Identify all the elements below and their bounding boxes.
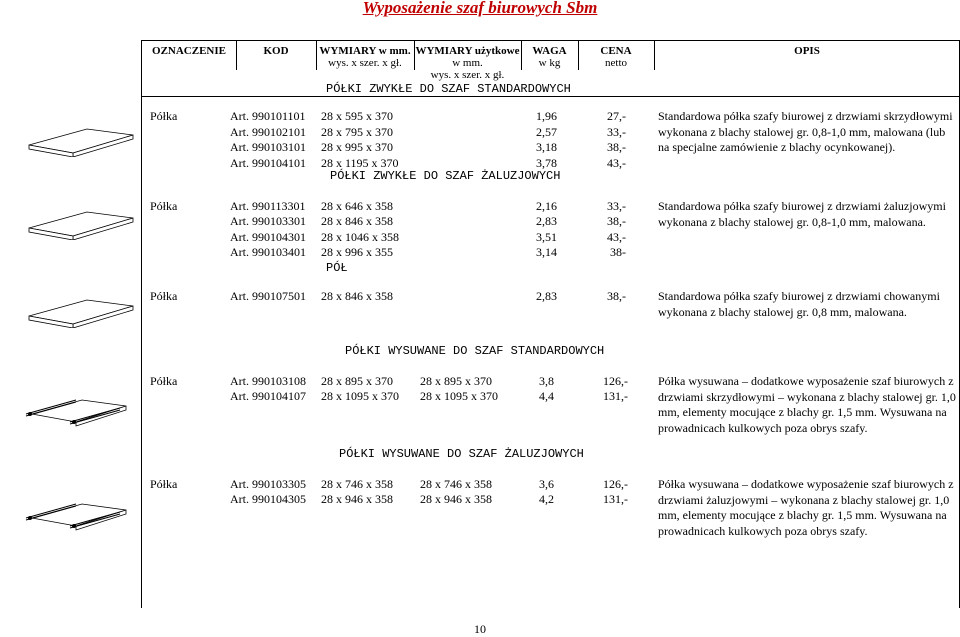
- pull-out-shelf-image: [22, 392, 134, 432]
- product-code: Art. 990103101: [230, 140, 306, 154]
- header-opis: OPIS: [794, 45, 820, 57]
- section-title: PÓŁKI ZWYKŁE DO SZAF ŻALUZJOWYCH: [330, 169, 561, 183]
- product-code: Art. 990104301: [230, 230, 306, 244]
- product-name: Półka: [150, 199, 178, 213]
- weight: 4,2: [539, 492, 554, 506]
- product-code: Art. 990103301: [230, 214, 306, 228]
- section-title: PÓŁKI WYSUWANE DO SZAF STANDARDOWYCH: [345, 344, 605, 358]
- dimensions: 28 x 895 x 370: [321, 374, 393, 388]
- flat-shelf-image: [27, 298, 137, 328]
- description: Półka wysuwana – dodatkowe wyposażenie szaf biurowych z drzwiami skrzydłowymi – wykonana z blachy stalowej gr. 1,0 mm, elementy mocujące z blachy gr. 1,5 mm. Wysuwana na prowadnicach kulkowych poza obrys szafy.: [658, 374, 956, 435]
- weight: 2,16: [536, 199, 557, 213]
- description: Standardowa półka szafy biurowej z drzwiami chowanymi wykonana z blachy stalowej gr. 0,8 mm, malowana.: [658, 289, 940, 319]
- dimensions: 28 x 595 x 370: [321, 109, 393, 123]
- header-wymiary-uzytkowe: WYMIARY użytkowe w mm. wys. x szer. x gł.: [415, 45, 520, 81]
- description: Półka wysuwana – dodatkowe wyposażenie szaf biurowych z drzwiami żaluzjowymi – wykonana z blachy stalowej gr. 1,0 mm, elementy mocujące z blachy gr. 1,5 mm. Wysuwana na prowadnicach kulkowych poza obrys szafy.: [658, 477, 954, 538]
- dimensions: 28 x 846 x 358: [321, 289, 393, 303]
- dimensions: 28 x 846 x 358: [321, 214, 393, 228]
- product-code: Art. 990101101: [230, 109, 306, 123]
- price: 126,-: [603, 374, 628, 388]
- weight: 2,83: [536, 289, 557, 303]
- product-code: Art. 990113301: [230, 199, 306, 213]
- price: 43,-: [607, 156, 626, 170]
- usable-dimensions: 28 x 746 x 358: [420, 477, 492, 491]
- product-name: Półka: [150, 109, 178, 123]
- usable-dimensions: 28 x 946 x 358: [420, 492, 492, 506]
- product-name: Półka: [150, 477, 178, 491]
- weight: 2,57: [536, 125, 557, 139]
- flat-shelf-image: [27, 127, 137, 157]
- price: 33,-: [607, 125, 626, 139]
- pull-out-shelf-image: [22, 496, 134, 536]
- usable-dimensions: 28 x 1095 x 370: [420, 389, 498, 403]
- product-code: Art. 990104305: [230, 492, 306, 506]
- weight: 3,51: [536, 230, 557, 244]
- product-code: Art. 990102101: [230, 125, 306, 139]
- page-number: 10: [474, 622, 486, 636]
- product-code: Art. 990104101: [230, 156, 306, 170]
- dimensions: 28 x 1095 x 370: [321, 389, 399, 403]
- price: 126,-: [603, 477, 628, 491]
- product-code: Art. 990103401: [230, 245, 306, 259]
- price: 43,-: [607, 230, 626, 244]
- weight: 1,96: [536, 109, 557, 123]
- dimensions: 28 x 746 x 358: [321, 477, 393, 491]
- header-oznaczenie: OZNACZENIE: [152, 45, 226, 57]
- product-name: Półka: [150, 289, 178, 303]
- section-title: PÓŁ: [326, 261, 348, 275]
- product-code: Art. 990103305: [230, 477, 306, 491]
- page-title: Wyposażenie szaf biurowych Sbm: [362, 0, 598, 17]
- description: Standardowa półka szafy biurowej z drzwiami skrzydłowymi wykonana z blachy stalowej gr. 0,8-1,0 mm, malowana (lub na specjalne zamówienie z blachy ocynkowanej).: [658, 109, 953, 155]
- product-code: Art. 990103108: [230, 374, 306, 388]
- weight: 3,6: [539, 477, 554, 491]
- header-wymiary: WYMIARY w mm. wys. x szer. x gł.: [319, 45, 411, 69]
- dimensions: 28 x 995 x 370: [321, 140, 393, 154]
- price: 38,-: [607, 214, 626, 228]
- price: 131,-: [603, 492, 628, 506]
- dimensions: 28 x 996 x 355: [321, 245, 393, 259]
- weight: 3,8: [539, 374, 554, 388]
- weight: 3,14: [536, 245, 557, 259]
- product-code: Art. 990104107: [230, 389, 306, 403]
- dimensions: 28 x 795 x 370: [321, 125, 393, 139]
- dimensions: 28 x 1195 x 370: [321, 156, 399, 170]
- price: 38,-: [607, 140, 626, 154]
- flat-shelf-image: [27, 210, 137, 240]
- section-title: PÓŁKI ZWYKŁE DO SZAF STANDARDOWYCH: [326, 82, 571, 96]
- header-divider: [141, 96, 960, 97]
- dimensions: 28 x 646 x 358: [321, 199, 393, 213]
- weight: 3,18: [536, 140, 557, 154]
- dimensions: 28 x 946 x 358: [321, 492, 393, 506]
- header-cena: CENA netto: [600, 45, 632, 69]
- description: Standardowa półka szafy biurowej z drzwiami żaluzjowymi wykonana z blachy stalowej gr. 0,8-1,0 mm, malowana.: [658, 199, 946, 229]
- weight: 3,78: [536, 156, 557, 170]
- price: 131,-: [603, 389, 628, 403]
- price: 38,-: [607, 289, 626, 303]
- dimensions: 28 x 1046 x 358: [321, 230, 399, 244]
- product-code: Art. 990107501: [230, 289, 306, 303]
- weight: 2,83: [536, 214, 557, 228]
- usable-dimensions: 28 x 895 x 370: [420, 374, 492, 388]
- product-name: Półka: [150, 374, 178, 388]
- price: 33,-: [607, 199, 626, 213]
- header-waga: WAGA w kg: [532, 45, 567, 69]
- header-kod: KOD: [263, 45, 289, 57]
- price: 38-: [610, 245, 626, 259]
- section-title: PÓŁKI WYSUWANE DO SZAF ŻALUZJOWYCH: [339, 447, 584, 461]
- weight: 4,4: [539, 389, 554, 403]
- price: 27,-: [607, 109, 626, 123]
